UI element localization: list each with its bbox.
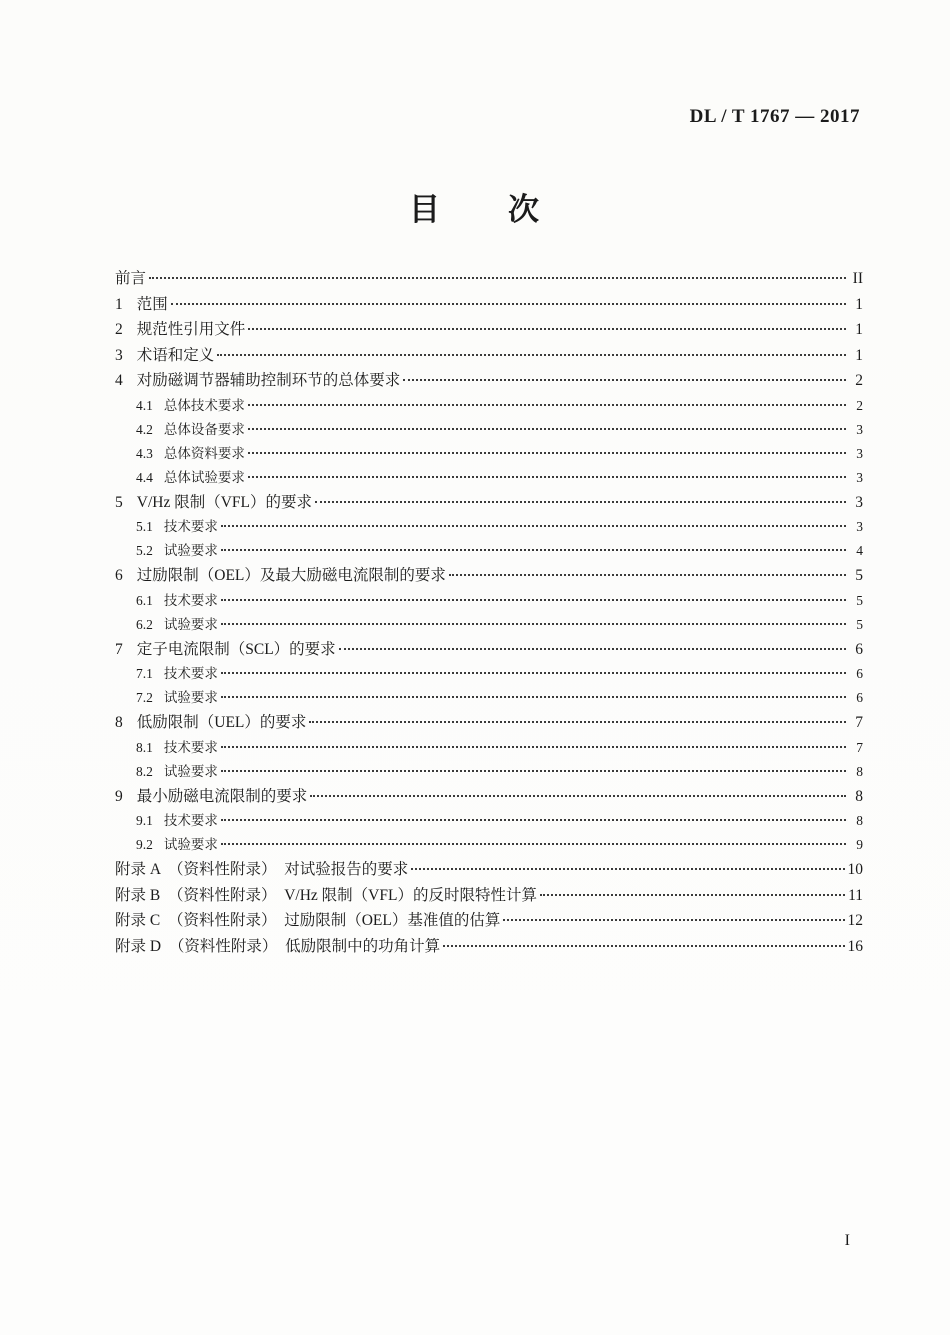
toc-title: 目 次 [409, 192, 541, 227]
toc-entry-number: 8.1 [136, 739, 153, 755]
toc-dot-leader [221, 525, 846, 527]
toc-dot-leader [339, 648, 846, 650]
toc-page-number: 2 [855, 372, 863, 389]
toc-entry-number: 5.2 [136, 543, 153, 558]
toc-dot-leader [171, 303, 846, 305]
toc-entry-number: 9 [115, 787, 123, 805]
toc-entry-number: 7 [115, 640, 123, 658]
toc-page-number: 7 [855, 714, 863, 731]
toc-entry-number: 6.2 [136, 616, 153, 632]
toc-row [115, 394, 863, 418]
toc-entry-number: 4.3 [136, 445, 153, 461]
toc-entry-label: 试验要求 [163, 690, 218, 705]
toc-row [115, 490, 863, 516]
toc-row [115, 613, 863, 637]
toc-page-number: 3 [856, 469, 863, 485]
toc-entry-label: 过励限制（OEL）及最大励磁电流限制的要求 [136, 567, 446, 584]
toc-page-number: 9 [856, 837, 863, 852]
toc-entry-label: 对励磁调节器辅助控制环节的总体要求 [136, 372, 401, 389]
toc-page-number: 5 [856, 592, 863, 608]
toc-page-number: 10 [847, 861, 863, 878]
toc-row [115, 710, 863, 736]
toc-dot-leader [309, 721, 846, 723]
toc-entry-number: 8.2 [136, 763, 153, 779]
toc-entry-label: 前言 [115, 270, 147, 287]
toc-page-number: 6 [856, 666, 863, 681]
toc-entry-label: 试验要求 [163, 763, 218, 779]
toc-dot-leader [221, 696, 846, 698]
toc-row [115, 515, 863, 539]
toc-entry-label: 范围 [136, 295, 168, 313]
toc-row [115, 539, 863, 563]
toc-page-number: 8 [856, 813, 863, 828]
toc-row [115, 418, 863, 442]
toc-row [115, 317, 863, 343]
toc-dot-leader [248, 328, 846, 330]
toc-entry-label: 术语和定义 [136, 346, 215, 364]
toc-dot-leader [540, 894, 845, 896]
toc-entry-label: 最小励磁电流限制的要求 [136, 787, 308, 805]
toc-dot-leader [221, 770, 846, 772]
toc-entry-number: 4.2 [136, 421, 153, 437]
toc-dot-leader [411, 868, 844, 870]
toc-entry-number: 6 [115, 567, 123, 584]
toc-page-number: 6 [856, 690, 863, 705]
toc-entry-label: 规范性引用文件 [136, 321, 246, 338]
toc-entry-label: 试验要求 [163, 616, 218, 632]
toc-row [115, 908, 863, 934]
toc-row [115, 563, 863, 589]
toc-entry-number: 5 [115, 493, 123, 511]
toc-entry-label: 附录 D （资料性附录） 低励限制中的功角计算 [115, 937, 441, 955]
toc-row [115, 736, 863, 760]
toc-row [115, 809, 863, 833]
toc-page-number: 2 [856, 397, 863, 413]
toc-entry-label: 技术要求 [163, 592, 218, 608]
toc-entry-number: 3 [115, 346, 123, 364]
toc-page-number: 6 [855, 640, 863, 658]
footer-page-number: I [844, 1232, 850, 1249]
toc-page-number: 8 [856, 763, 863, 779]
toc-entry-label: 总体试验要求 [163, 469, 245, 485]
toc-entry-label: 低励限制（UEL）的要求 [136, 714, 307, 731]
toc-page-number: 3 [856, 421, 863, 437]
toc-entry-label: 附录 C （资料性附录） 过励限制（OEL）基准值的估算 [115, 912, 501, 929]
toc-dot-leader [315, 501, 846, 503]
toc-page-number: 5 [855, 567, 863, 584]
toc-entry-label: 技术要求 [163, 739, 218, 755]
toc-page-number: 7 [856, 739, 863, 755]
toc-entry-number: 5.1 [136, 519, 153, 534]
toc-dot-leader [221, 819, 846, 821]
toc-entry-label: 总体资料要求 [163, 445, 245, 461]
toc-dot-leader [221, 549, 846, 551]
toc-dot-leader [217, 354, 846, 356]
standard-number: DL / T 1767 — 2017 [689, 106, 860, 127]
toc-row [115, 760, 863, 784]
toc-list [115, 266, 863, 959]
toc-row [115, 442, 863, 466]
toc-page-number: 16 [847, 937, 863, 955]
toc-dot-leader [443, 945, 844, 947]
toc-entry-label: 总体设备要求 [163, 421, 245, 437]
toc-entry-number: 4.1 [136, 397, 153, 413]
toc-entry-label: 技术要求 [163, 813, 218, 828]
toc-entry-label: 试验要求 [163, 543, 218, 558]
toc-page-number: 8 [855, 787, 863, 805]
toc-page-number: 1 [855, 295, 863, 313]
toc-entry-number: 2 [115, 321, 123, 338]
toc-entry-number: 4.4 [136, 469, 153, 485]
toc-page-number: 3 [856, 445, 863, 461]
toc-entry-number: 7.1 [136, 666, 153, 681]
toc-page-number: 1 [855, 346, 863, 364]
toc-page-number: 4 [856, 543, 863, 558]
toc-page-number: 3 [856, 519, 863, 534]
toc-dot-leader [503, 919, 844, 921]
toc-dot-leader [221, 843, 846, 845]
toc-entry-label: 定子电流限制（SCL）的要求 [136, 640, 336, 658]
toc-entry-label: 试验要求 [163, 837, 218, 852]
toc-entry-number: 6.1 [136, 592, 153, 608]
toc-dot-leader [248, 476, 846, 478]
toc-page-number: 5 [856, 616, 863, 632]
toc-row [115, 292, 863, 318]
toc-entry-label: 总体技术要求 [163, 397, 245, 413]
toc-dot-leader [221, 746, 846, 748]
toc-row [115, 686, 863, 710]
toc-row [115, 784, 863, 810]
toc-row [115, 934, 863, 960]
toc-entry-label: 技术要求 [163, 666, 218, 681]
toc-entry-number: 4 [115, 372, 123, 389]
toc-row [115, 637, 863, 663]
toc-entry-number: 1 [115, 295, 123, 313]
toc-entry-label: 附录 B （资料性附录） V/Hz 限制（VFL）的反时限特性计算 [115, 886, 537, 904]
toc-row [115, 266, 863, 292]
toc-page-number: II [852, 270, 863, 287]
toc-page-number: 11 [848, 886, 863, 904]
toc-dot-leader [149, 277, 846, 279]
toc-entry-label: 技术要求 [163, 519, 218, 534]
toc-dot-leader [221, 599, 846, 601]
toc-row [115, 833, 863, 857]
toc-dot-leader [248, 452, 846, 454]
toc-row [115, 857, 863, 883]
toc-dot-leader [248, 404, 846, 406]
toc-page-number: 12 [847, 912, 863, 929]
toc-entry-label: V/Hz 限制（VFL）的要求 [136, 493, 312, 511]
toc-dot-leader [248, 428, 846, 430]
toc-dot-leader [310, 795, 846, 797]
toc-entry-number: 9.2 [136, 837, 153, 852]
toc-row [115, 589, 863, 613]
toc-row [115, 662, 863, 686]
toc-entry-number: 9.1 [136, 813, 153, 828]
toc-row [115, 368, 863, 394]
toc-entry-label: 附录 A （资料性附录） 对试验报告的要求 [115, 861, 409, 878]
toc-entry-number: 7.2 [136, 690, 153, 705]
toc-dot-leader [449, 574, 846, 576]
toc-dot-leader [221, 623, 846, 625]
toc-page-number: 1 [855, 321, 863, 338]
toc-page-number: 3 [855, 493, 863, 511]
toc-entry-number: 8 [115, 714, 123, 731]
toc-row [115, 343, 863, 369]
toc-row [115, 466, 863, 490]
toc-dot-leader [403, 379, 846, 381]
toc-row [115, 883, 863, 909]
toc-dot-leader [221, 672, 846, 674]
